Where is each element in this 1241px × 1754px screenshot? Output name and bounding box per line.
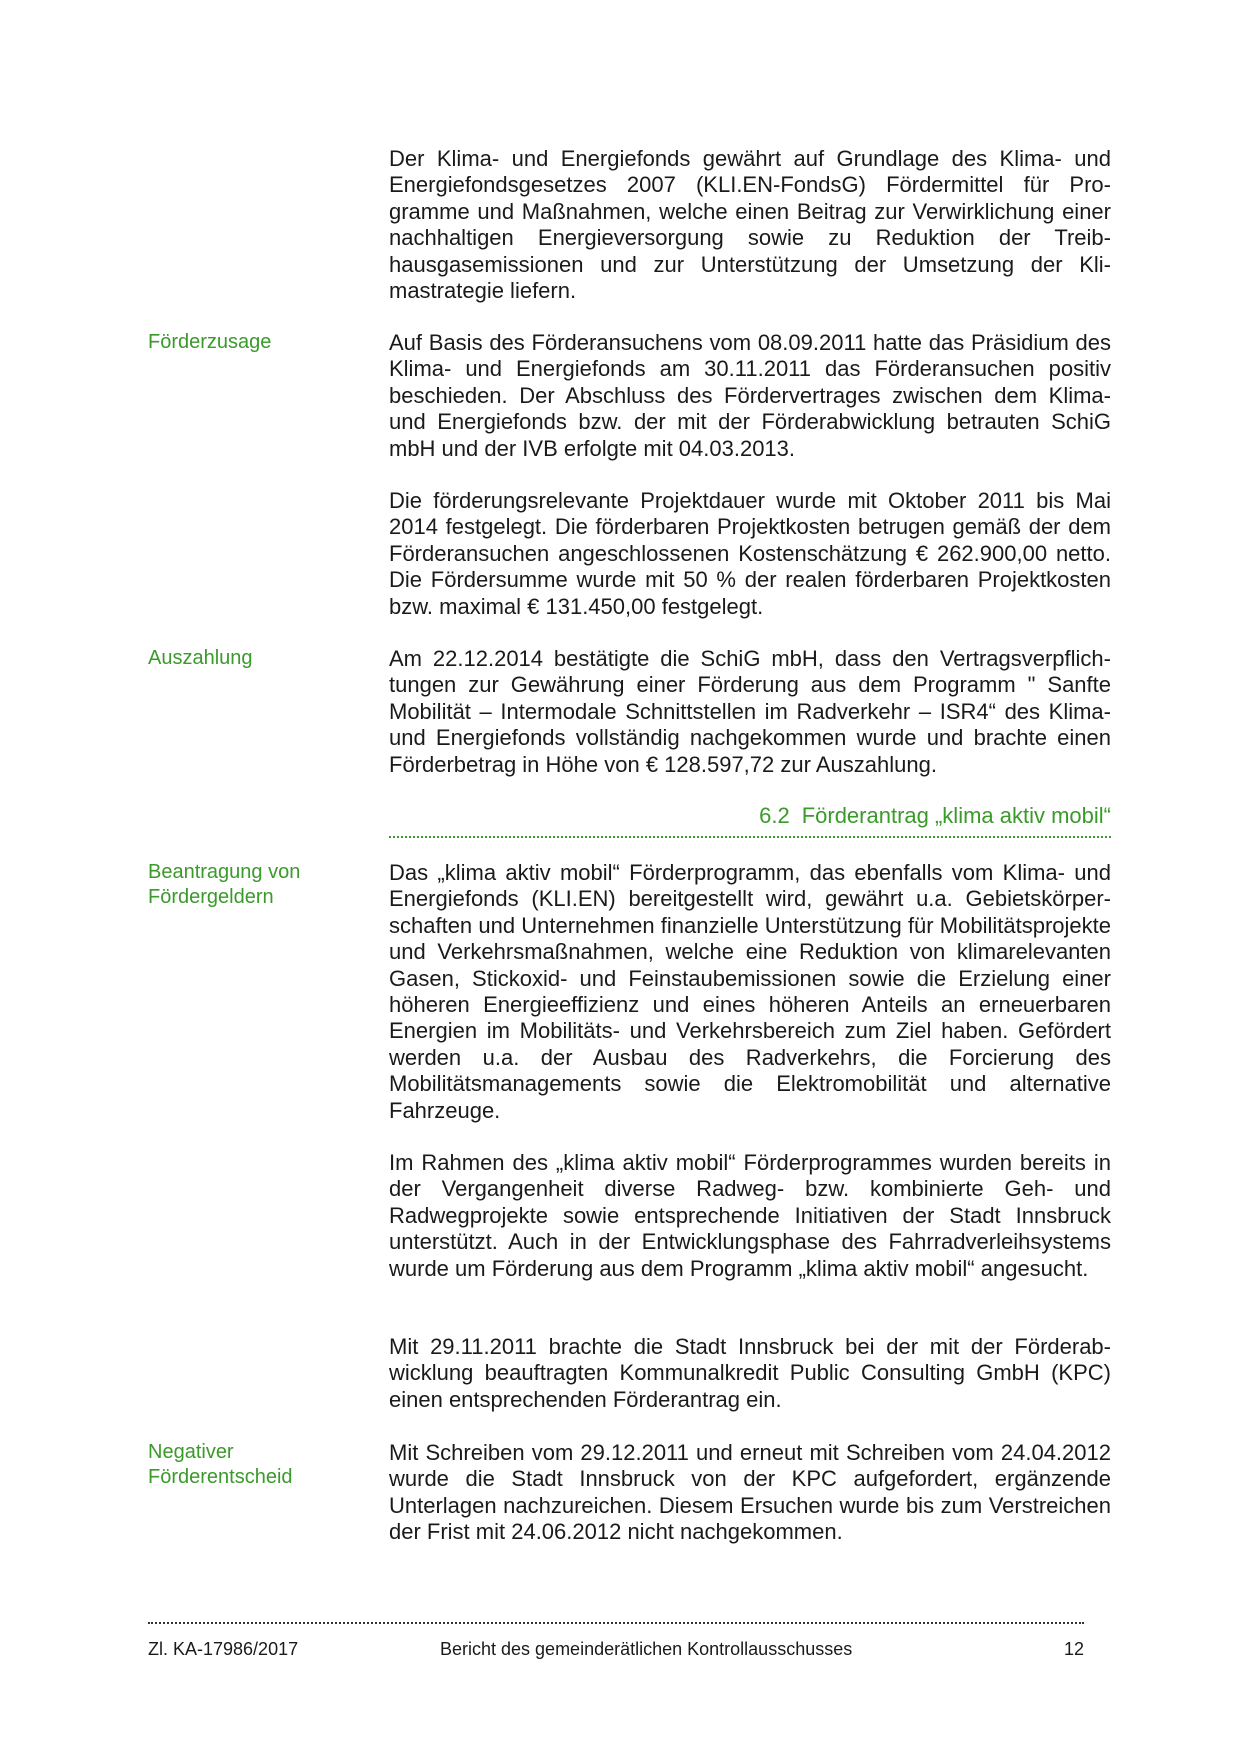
- paragraph-foerderzusage: Auf Basis des Förderansuchens vom 08.09.2011 hatte das Präsidium des Klima- und Energiefonds am 30.11.2011 das Förderansuchen positiv beschieden. Der Abschluss des Fördervertrages zwischen dem Klima- und Energiefonds bzw. der mit der Förderabwicklung betrauten SchiG mbH und der IVB erfolgte mit 04.03.2013.: [389, 330, 1111, 461]
- margin-note-auszahlung: Auszahlung: [148, 647, 253, 669]
- paragraph-klimafonds-intro: Der Klima- und Energiefonds gewährt auf Grundlage des Klima- und Energiefondsgesetzes 2007 (KLI.EN-FondsG) Fördermittel für Programme und Maßnahmen, welche einen Beitrag zur Verwirklichung einer nachhaltigen Energieversorgung sowie zu Reduktion der Treibhausgasemissionen und zur Unterstützung der Umsetzung der Klimastrategie liefern.: [389, 146, 1111, 304]
- footer-divider: [148, 1622, 1084, 1624]
- margin-note-foerderzusage: Förderzusage: [148, 331, 272, 353]
- paragraph-auszahlung: Am 22.12.2014 bestätigte die SchiG mbH, dass den Vertragsverpflichtungen zur Gewährung einer Förderung aus dem Programm " Sanfte Mobilität – Intermodale Schnittstellen im Radverkehr – ISR4“ des Klima- und Energiefonds vollständig nachgekommen wurde und brachte einen Förderbetrag in Höhe von € 128.597,72 zur Auszahlung.: [389, 646, 1111, 777]
- paragraph-rahmen: Im Rahmen des „klima aktiv mobil“ Förderprogrammes wurden bereits in der Vergangenheit diverse Radweg- bzw. kombinierte Geh- und Radwegprojekte sowie entsprechende Initiativen der Stadt Innsbruck unterstützt. Auch in der Entwicklungsphase des Fahrradverleihsystems wurde um Förderung aus dem Programm „klima aktiv mobil“ angesucht.: [389, 1150, 1111, 1281]
- paragraph-foerderantrag: Mit 29.11.2011 brachte die Stadt Innsbruck bei der mit der Förderabwicklung beauftragten Kommunalkredit Public Consulting GmbH (KPC) einen entsprechenden Förderantrag ein.: [389, 1334, 1111, 1412]
- margin-note-negativer: Negativer Förderentscheid: [148, 1441, 293, 1488]
- margin-note-beantragung: Beantragung von Fördergeldern: [148, 861, 301, 908]
- footer-page-number: 12: [1063, 1639, 1084, 1659]
- paragraph-negativer-entscheid: Mit Schreiben vom 29.12.2011 und erneut mit Schreiben vom 24.04.2012 wurde die Stadt Innsbruck von der KPC aufgefordert, ergänzende Unterlagen nachzureichen. Diesem Ersuchen wurde bis zum Verstreichen der Frist mit 24.06.2012 nicht nachgekommen.: [389, 1440, 1111, 1545]
- paragraph-projektdauer: Die förderungsrelevante Projektdauer wurde mit Oktober 2011 bis Mai 2014 festgelegt. Die förderbaren Projektkosten betrugen gemäß der dem Förderansuchen angeschlossenen Kostenschätzung € 262.900,00 netto. Die Fördersumme wurde mit 50 % der realen förderbaren Projektkosten bzw. maximal € 131.450,00 festgelegt.: [389, 488, 1111, 619]
- footer-report-title: Bericht des gemeinderätlichen Kontrollausschusses: [440, 1639, 853, 1659]
- section-number: 6.2: [759, 803, 790, 828]
- section-heading: [389, 802, 1111, 838]
- paragraph-klima-aktiv-mobil: Das „klima aktiv mobil“ Förderprogramm, das ebenfalls vom Klima- und Energiefonds (KLI.EN) bereitgestellt wird, gewährt u.a. Gebietskörperschaften und Unternehmen finanzielle Unterstützung für Mobilitätsprojekte und Verkehrsmaßnahmen, welche eine Reduktion von klimarelevanten Gasen, Stickoxid- und Feinstaubemissionen sowie die Erzielung einer höheren Energieeffizienz und eines höheren Anteils an erneuerbaren Energien im Mobilitäts- und Verkehrsbereich zum Ziel haben. Gefördert werden u.a. der Ausbau des Radverkehrs, die Forcierung des Mobilitätsmanagements sowie die Elektromobilität und alternative Fahrzeuge.: [389, 860, 1111, 1123]
- section-title: Förderantrag „klima aktiv mobil“: [801, 803, 1111, 828]
- footer-reference: Zl. KA-17986/2017: [148, 1639, 299, 1659]
